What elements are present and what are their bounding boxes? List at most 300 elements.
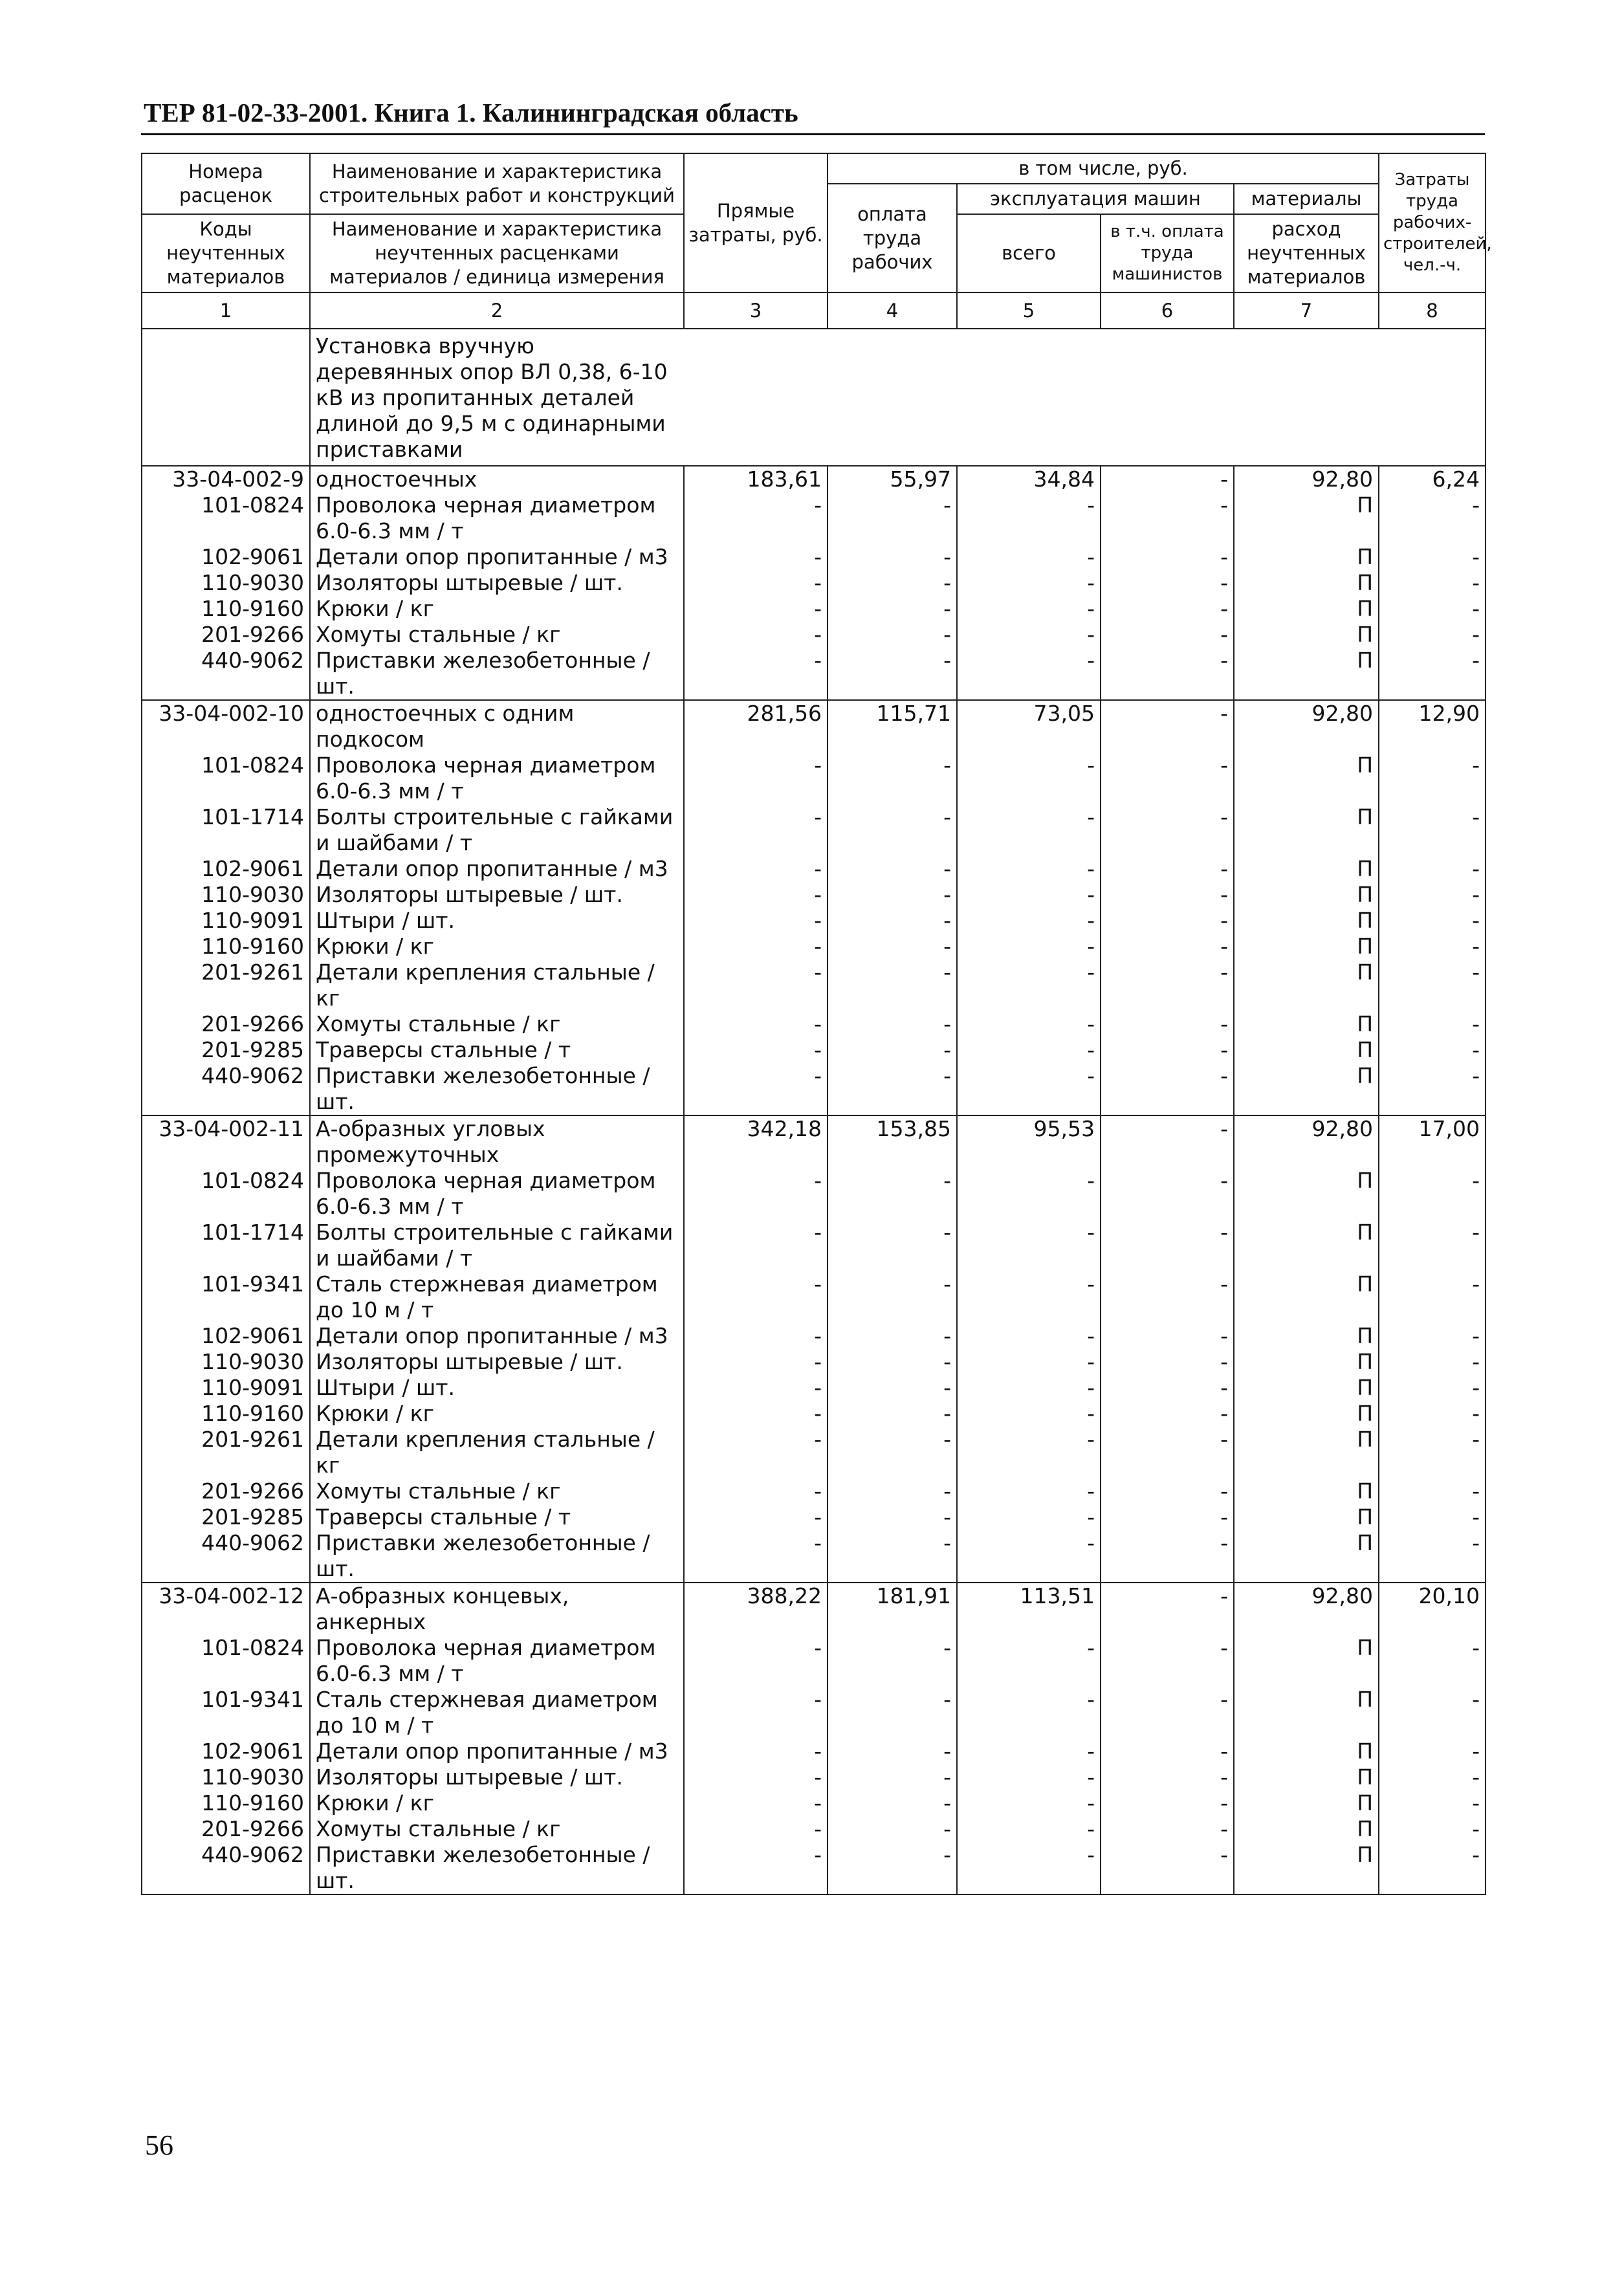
direct-costs: 183,61 (684, 466, 828, 492)
rate-name: одностоечных с одним подкосом (310, 700, 684, 752)
material-name: Траверсы стальные / т (310, 1037, 684, 1063)
material-row (142, 908, 1486, 934)
material-worker-pay: - (828, 1764, 957, 1790)
material-row (142, 570, 1486, 596)
material-machine-total: - (957, 1168, 1101, 1220)
material-machinist-pay: - (1101, 1168, 1234, 1220)
direct-costs: 281,56 (684, 700, 828, 752)
material-usage: П (1234, 1220, 1379, 1271)
material-row (142, 1427, 1486, 1478)
material-labor-hours: - (1379, 1063, 1486, 1115)
rate-row (142, 1115, 1486, 1168)
material-machinist-pay: - (1101, 570, 1234, 596)
material-worker-pay: - (828, 596, 957, 622)
material-worker-pay: - (828, 1349, 957, 1375)
material-labor-hours: - (1379, 1790, 1486, 1816)
material-name: Детали опор пропитанные / м3 (310, 1323, 684, 1349)
header-machinist-pay: в т.ч. оплата труда машинистов (1101, 214, 1234, 292)
material-row (142, 1842, 1486, 1894)
material-code: 101-9341 (142, 1271, 310, 1323)
material-labor-hours: - (1379, 804, 1486, 856)
material-worker-pay: - (828, 960, 957, 1011)
material-machine-total: - (957, 622, 1101, 648)
material-direct: - (684, 882, 828, 908)
material-code: 201-9285 (142, 1037, 310, 1063)
material-direct: - (684, 1816, 828, 1842)
material-labor-hours: - (1379, 1842, 1486, 1894)
material-usage: П (1234, 1011, 1379, 1037)
material-code: 110-9160 (142, 1790, 310, 1816)
material-row (142, 492, 1486, 544)
material-usage: П (1234, 1478, 1379, 1504)
material-row (142, 882, 1486, 908)
material-code: 201-9266 (142, 1478, 310, 1504)
material-machine-total: - (957, 1063, 1101, 1115)
header-materials: материалы (1234, 184, 1379, 214)
material-machinist-pay: - (1101, 1816, 1234, 1842)
material-labor-hours: - (1379, 856, 1486, 882)
material-machine-total: - (957, 492, 1101, 544)
material-machinist-pay: - (1101, 1037, 1234, 1063)
material-usage: П (1234, 960, 1379, 1011)
table-header (142, 153, 1492, 329)
material-row (142, 648, 1486, 700)
material-direct: - (684, 622, 828, 648)
machinist-pay: - (1101, 1115, 1234, 1168)
material-worker-pay: - (828, 752, 957, 804)
material-labor-hours: - (1379, 544, 1486, 570)
material-direct: - (684, 752, 828, 804)
material-direct: - (684, 1323, 828, 1349)
material-machine-total: - (957, 1375, 1101, 1401)
material-worker-pay: - (828, 1375, 957, 1401)
labor-hours: 12,90 (1379, 700, 1486, 752)
rate-name: одностоечных (310, 466, 684, 492)
section-title: Установка вручную деревянных опор ВЛ 0,38, 6-10 кВ из пропитанных деталей длиной до 9,5 м с одинарными приставками (316, 333, 668, 462)
material-direct: - (684, 908, 828, 934)
rate-name: А-образных угловых промежуточных (310, 1115, 684, 1168)
material-direct: - (684, 934, 828, 960)
material-machine-total: - (957, 1478, 1101, 1504)
material-machine-total: - (957, 1530, 1101, 1583)
labor-hours: 20,10 (1379, 1583, 1486, 1635)
header-rule (141, 133, 1485, 135)
material-usage: П (1234, 1764, 1379, 1790)
material-name: Проволока черная диаметром 6.0-6.3 мм / т (310, 492, 684, 544)
material-name: Проволока черная диаметром 6.0-6.3 мм / т (310, 752, 684, 804)
header-material-codes: Коды неучтенных материалов (142, 214, 310, 292)
material-machinist-pay: - (1101, 1687, 1234, 1739)
material-worker-pay: - (828, 1842, 957, 1894)
material-row (142, 1168, 1486, 1220)
page-header-title: ТЕР 81-02-33-2001. Книга 1. Калининградская область (144, 98, 798, 127)
machine-total: 34,84 (957, 466, 1101, 492)
material-code: 101-0824 (142, 752, 310, 804)
material-labor-hours: - (1379, 622, 1486, 648)
material-direct: - (684, 1271, 828, 1323)
material-direct: - (684, 1011, 828, 1037)
material-machinist-pay: - (1101, 1271, 1234, 1323)
col-number: 7 (1234, 292, 1379, 329)
material-direct: - (684, 1478, 828, 1504)
material-code: 101-0824 (142, 1168, 310, 1220)
material-machinist-pay: - (1101, 622, 1234, 648)
material-worker-pay: - (828, 544, 957, 570)
material-direct: - (684, 1790, 828, 1816)
material-worker-pay: - (828, 1323, 957, 1349)
material-labor-hours: - (1379, 1375, 1486, 1401)
rates-table (141, 153, 1492, 1895)
material-worker-pay: - (828, 1168, 957, 1220)
material-row (142, 622, 1486, 648)
header-machine-total: всего (957, 214, 1101, 292)
material-worker-pay: - (828, 570, 957, 596)
material-machinist-pay: - (1101, 1530, 1234, 1583)
material-row (142, 1037, 1486, 1063)
material-name: Болты строительные с гайками и шайбами / т (310, 804, 684, 856)
material-machine-total: - (957, 1401, 1101, 1427)
material-usage: П (1234, 1063, 1379, 1115)
material-name: Хомуты стальные / кг (310, 622, 684, 648)
material-machine-total: - (957, 1816, 1101, 1842)
material-code: 101-1714 (142, 1220, 310, 1271)
header-direct-costs: Прямые затраты, руб. (684, 153, 828, 292)
material-code: 102-9061 (142, 856, 310, 882)
material-labor-hours: - (1379, 1764, 1486, 1790)
material-worker-pay: - (828, 1271, 957, 1323)
material-machinist-pay: - (1101, 1504, 1234, 1530)
material-labor-hours: - (1379, 1220, 1486, 1271)
material-row (142, 856, 1486, 882)
material-row (142, 1816, 1486, 1842)
material-code: 110-9160 (142, 596, 310, 622)
material-labor-hours: - (1379, 1323, 1486, 1349)
material-direct: - (684, 1375, 828, 1401)
material-name: Траверсы стальные / т (310, 1504, 684, 1530)
material-row (142, 1011, 1486, 1037)
material-machinist-pay: - (1101, 908, 1234, 934)
labor-hours: 17,00 (1379, 1115, 1486, 1168)
material-code: 201-9266 (142, 1816, 310, 1842)
material-name: Крюки / кг (310, 1401, 684, 1427)
material-labor-hours: - (1379, 1168, 1486, 1220)
material-row (142, 1401, 1486, 1427)
material-machinist-pay: - (1101, 492, 1234, 544)
col-number: 5 (957, 292, 1101, 329)
material-machine-total: - (957, 1739, 1101, 1764)
material-machinist-pay: - (1101, 882, 1234, 908)
material-usage: П (1234, 1168, 1379, 1220)
material-direct: - (684, 1635, 828, 1687)
material-code: 440-9062 (142, 648, 310, 700)
material-direct: - (684, 1687, 828, 1739)
material-machine-total: - (957, 648, 1101, 700)
material-name: Изоляторы штыревые / шт. (310, 570, 684, 596)
material-row (142, 1790, 1486, 1816)
material-usage: П (1234, 1323, 1379, 1349)
material-usage: П (1234, 934, 1379, 960)
material-name: Штыри / шт. (310, 1375, 684, 1401)
material-worker-pay: - (828, 882, 957, 908)
material-machinist-pay: - (1101, 1739, 1234, 1764)
material-name: Приставки железобетонные / шт. (310, 648, 684, 700)
material-labor-hours: - (1379, 1530, 1486, 1583)
material-row (142, 596, 1486, 622)
material-direct: - (684, 596, 828, 622)
material-code: 440-9062 (142, 1842, 310, 1894)
col-number: 4 (828, 292, 957, 329)
material-machine-total: - (957, 1427, 1101, 1478)
material-usage: П (1234, 1687, 1379, 1739)
material-row (142, 1375, 1486, 1401)
material-machine-total: - (957, 1349, 1101, 1375)
material-machinist-pay: - (1101, 1220, 1234, 1271)
material-labor-hours: - (1379, 492, 1486, 544)
material-machine-total: - (957, 1764, 1101, 1790)
material-usage: П (1234, 570, 1379, 596)
material-worker-pay: - (828, 856, 957, 882)
machine-total: 113,51 (957, 1583, 1101, 1635)
material-direct: - (684, 1427, 828, 1478)
material-worker-pay: - (828, 1635, 957, 1687)
material-direct: - (684, 570, 828, 596)
material-worker-pay: - (828, 1220, 957, 1271)
material-machinist-pay: - (1101, 1478, 1234, 1504)
material-usage: П (1234, 1504, 1379, 1530)
material-machinist-pay: - (1101, 752, 1234, 804)
material-machine-total: - (957, 882, 1101, 908)
material-machine-total: - (957, 856, 1101, 882)
rate-code: 33-04-002-11 (142, 1115, 310, 1168)
table-body (142, 329, 1486, 1894)
material-usage: П (1234, 544, 1379, 570)
material-machine-total: - (957, 1635, 1101, 1687)
material-name: Изоляторы штыревые / шт. (310, 1349, 684, 1375)
material-direct: - (684, 1349, 828, 1375)
material-usage: П (1234, 1816, 1379, 1842)
page-number: 56 (145, 2129, 173, 2161)
material-direct: - (684, 1764, 828, 1790)
material-direct: - (684, 1401, 828, 1427)
material-labor-hours: - (1379, 1271, 1486, 1323)
material-row (142, 1063, 1486, 1115)
worker-pay: 153,85 (828, 1115, 957, 1168)
material-usage: П (1234, 804, 1379, 856)
rate-code: 33-04-002-12 (142, 1583, 310, 1635)
material-labor-hours: - (1379, 882, 1486, 908)
material-machine-total: - (957, 752, 1101, 804)
material-usage: П (1234, 1635, 1379, 1687)
material-code: 101-0824 (142, 1635, 310, 1687)
material-machine-total: - (957, 1220, 1101, 1271)
material-direct: - (684, 960, 828, 1011)
material-row (142, 1323, 1486, 1349)
material-usage: П (1234, 1401, 1379, 1427)
material-machine-total: - (957, 1011, 1101, 1037)
col-number: 3 (684, 292, 828, 329)
material-direct: - (684, 492, 828, 544)
material-worker-pay: - (828, 804, 957, 856)
material-code: 102-9061 (142, 1323, 310, 1349)
material-worker-pay: - (828, 1401, 957, 1427)
material-row (142, 1504, 1486, 1530)
material-direct: - (684, 804, 828, 856)
material-worker-pay: - (828, 1739, 957, 1764)
material-worker-pay: - (828, 648, 957, 700)
material-worker-pay: - (828, 908, 957, 934)
material-worker-pay: - (828, 1037, 957, 1063)
material-name: Детали крепления стальные / кг (310, 1427, 684, 1478)
material-row (142, 1530, 1486, 1583)
material-code: 110-9030 (142, 882, 310, 908)
material-worker-pay: - (828, 1063, 957, 1115)
material-machinist-pay: - (1101, 648, 1234, 700)
material-worker-pay: - (828, 1011, 957, 1037)
material-name: Сталь стержневая диаметром до 10 м / т (310, 1271, 684, 1323)
material-code: 110-9030 (142, 1764, 310, 1790)
material-machinist-pay: - (1101, 1427, 1234, 1478)
material-name: Сталь стержневая диаметром до 10 м / т (310, 1687, 684, 1739)
material-machinist-pay: - (1101, 1063, 1234, 1115)
material-code: 110-9091 (142, 908, 310, 934)
material-labor-hours: - (1379, 1687, 1486, 1739)
material-machine-total: - (957, 596, 1101, 622)
material-name: Крюки / кг (310, 1790, 684, 1816)
material-machinist-pay: - (1101, 934, 1234, 960)
material-name: Крюки / кг (310, 934, 684, 960)
materials-cost: 92,80 (1234, 466, 1379, 492)
material-labor-hours: - (1379, 908, 1486, 934)
material-labor-hours: - (1379, 1401, 1486, 1427)
material-labor-hours: - (1379, 752, 1486, 804)
material-name: Приставки железобетонные / шт. (310, 1063, 684, 1115)
material-row (142, 1220, 1486, 1271)
materials-cost: 92,80 (1234, 1115, 1379, 1168)
material-machine-total: - (957, 960, 1101, 1011)
header-worker-pay: оплата труда рабочих (828, 184, 957, 292)
material-direct: - (684, 1037, 828, 1063)
material-machine-total: - (957, 1323, 1101, 1349)
material-name: Приставки железобетонные / шт. (310, 1530, 684, 1583)
material-machine-total: - (957, 1504, 1101, 1530)
header-including: в том числе, руб. (828, 153, 1379, 184)
labor-hours: 6,24 (1379, 466, 1486, 492)
rate-code: 33-04-002-10 (142, 700, 310, 752)
material-machinist-pay: - (1101, 856, 1234, 882)
material-code: 201-9261 (142, 1427, 310, 1478)
material-labor-hours: - (1379, 1037, 1486, 1063)
material-machine-total: - (957, 804, 1101, 856)
material-machinist-pay: - (1101, 596, 1234, 622)
material-labor-hours: - (1379, 1349, 1486, 1375)
material-labor-hours: - (1379, 1011, 1486, 1037)
material-direct: - (684, 1168, 828, 1220)
material-usage: П (1234, 752, 1379, 804)
material-usage: П (1234, 1375, 1379, 1401)
material-name: Проволока черная диаметром 6.0-6.3 мм / т (310, 1635, 684, 1687)
material-code: 102-9061 (142, 1739, 310, 1764)
material-labor-hours: - (1379, 960, 1486, 1011)
material-code: 440-9062 (142, 1063, 310, 1115)
material-machinist-pay: - (1101, 804, 1234, 856)
material-row (142, 1687, 1486, 1739)
material-machine-total: - (957, 934, 1101, 960)
material-usage: П (1234, 1349, 1379, 1375)
header-labor-hours: Затраты труда рабочих-строителей, чел.-ч. (1379, 153, 1486, 292)
material-direct: - (684, 1504, 828, 1530)
material-row (142, 1349, 1486, 1375)
material-machinist-pay: - (1101, 1635, 1234, 1687)
material-usage: П (1234, 648, 1379, 700)
material-labor-hours: - (1379, 648, 1486, 700)
material-direct: - (684, 856, 828, 882)
material-machine-total: - (957, 1842, 1101, 1894)
rate-row (142, 466, 1486, 492)
material-code: 201-9285 (142, 1504, 310, 1530)
machinist-pay: - (1101, 466, 1234, 492)
material-code: 101-9341 (142, 1687, 310, 1739)
material-row (142, 1271, 1486, 1323)
material-row (142, 544, 1486, 570)
header-material-names: Наименование и характеристика неучтенных расценками материалов / единица измерения (310, 214, 684, 292)
rate-row (142, 1583, 1486, 1635)
material-code: 110-9030 (142, 1349, 310, 1375)
header-work-name: Наименование и характеристика строительных работ и конструкций (310, 153, 684, 214)
material-code: 110-9160 (142, 1401, 310, 1427)
material-direct: - (684, 1063, 828, 1115)
header-material-usage: расход неучтенных материалов (1234, 214, 1379, 292)
material-worker-pay: - (828, 1790, 957, 1816)
material-machinist-pay: - (1101, 1375, 1234, 1401)
material-machinist-pay: - (1101, 1764, 1234, 1790)
worker-pay: 181,91 (828, 1583, 957, 1635)
material-code: 101-0824 (142, 492, 310, 544)
material-machinist-pay: - (1101, 1011, 1234, 1037)
machine-total: 73,05 (957, 700, 1101, 752)
material-row (142, 1635, 1486, 1687)
material-machinist-pay: - (1101, 1401, 1234, 1427)
material-name: Детали опор пропитанные / м3 (310, 544, 684, 570)
material-machinist-pay: - (1101, 1842, 1234, 1894)
material-name: Детали опор пропитанные / м3 (310, 856, 684, 882)
material-name: Хомуты стальные / кг (310, 1478, 684, 1504)
material-usage: П (1234, 1037, 1379, 1063)
worker-pay: 115,71 (828, 700, 957, 752)
material-usage: П (1234, 492, 1379, 544)
material-machine-total: - (957, 1037, 1101, 1063)
material-machinist-pay: - (1101, 1323, 1234, 1349)
material-name: Хомуты стальные / кг (310, 1011, 684, 1037)
material-usage: П (1234, 1790, 1379, 1816)
material-usage: П (1234, 1427, 1379, 1478)
material-usage: П (1234, 908, 1379, 934)
material-usage: П (1234, 882, 1379, 908)
material-worker-pay: - (828, 934, 957, 960)
direct-costs: 342,18 (684, 1115, 828, 1168)
material-worker-pay: - (828, 1504, 957, 1530)
material-usage: П (1234, 1842, 1379, 1894)
material-usage: П (1234, 622, 1379, 648)
material-usage: П (1234, 1271, 1379, 1323)
header-machine-operation: эксплуатация машин (957, 184, 1234, 214)
material-name: Болты строительные с гайками и шайбами / т (310, 1220, 684, 1271)
machinist-pay: - (1101, 1583, 1234, 1635)
material-machinist-pay: - (1101, 1349, 1234, 1375)
material-direct: - (684, 648, 828, 700)
machinist-pay: - (1101, 700, 1234, 752)
material-code: 110-9091 (142, 1375, 310, 1401)
col-number: 6 (1101, 292, 1234, 329)
